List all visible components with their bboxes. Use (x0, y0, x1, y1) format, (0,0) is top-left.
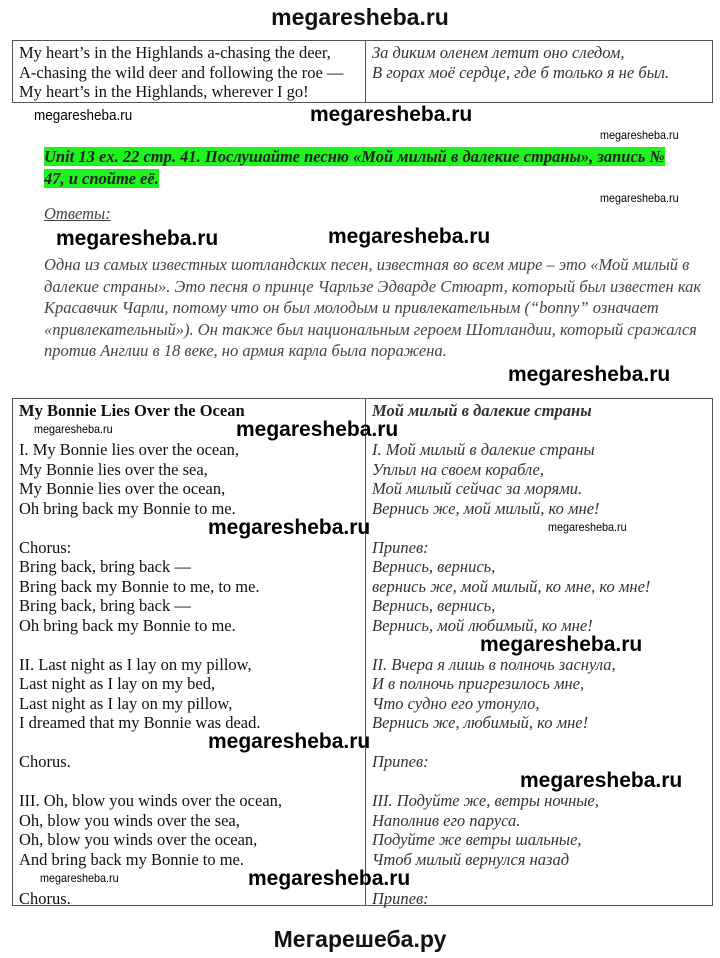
song-line: Last night as I lay on my bed, (19, 674, 216, 693)
song-line: Chorus. (19, 752, 71, 771)
poem-line: My heart’s in the Highlands, wherever I go! (19, 82, 309, 101)
task-text: Unit 13 ex. 22 стр. 41. Послушайте песню «Мой милый в далекие страны», запись № 47, и спойте её. (44, 147, 665, 188)
poem-line: В горах моё сердце, где б только я не был. (372, 62, 670, 82)
song-line: Наполнив его паруса. (372, 810, 521, 830)
poem-line: A-chasing the wild deer and following the roe — (19, 62, 344, 82)
song-title: My Bonnie Lies Over the Ocean (19, 401, 245, 420)
song-line: Chorus. (19, 888, 71, 908)
song-line: Chorus: (19, 537, 72, 557)
song-line: Last night as I lay on my pillow, (19, 693, 233, 713)
song-line: Вернись же, любимый, ко мне! (372, 713, 589, 732)
song-line: Припев: (372, 537, 429, 557)
watermark: megaresheba.ru (480, 633, 643, 656)
song-line: Oh, blow you winds over the ocean, (19, 830, 258, 849)
song-line: Oh bring back my Bonnie to me. (19, 498, 236, 518)
song-line: Припев: (372, 752, 429, 771)
song-line: Bring back, bring back — (19, 557, 191, 576)
song-title: Мой милый в далекие страны (372, 401, 592, 420)
song-line: Oh bring back my Bonnie to me. (19, 615, 236, 635)
watermark: megaresheba.ru (34, 107, 133, 124)
song-line (372, 869, 706, 889)
song-line: I. My Bonnie lies over the ocean, (19, 440, 239, 459)
watermark: megaresheba.ru (328, 225, 491, 248)
song-line: Bring back, bring back — (19, 596, 191, 615)
song-line (19, 772, 359, 792)
poem-table (12, 40, 713, 103)
song-line: II. Вчера я лишь в полночь заснула, (372, 654, 616, 674)
watermark: megaresheba.ru (248, 867, 411, 890)
watermark: megaresheba.ru (508, 363, 671, 386)
russian-column (366, 41, 712, 102)
poem-line: За диким оленем летит оно следом, (372, 43, 625, 62)
song-line: Вернись, мой любимый, ко мне! (372, 615, 593, 635)
song-line: And bring back my Bonnie to me. (19, 849, 245, 869)
song-line: Вернись же, мой милый, ко мне! (372, 498, 600, 518)
song-line: I dreamed that my Bonnie was dead. (19, 713, 261, 732)
song-line: Подуйте же ветры шальные, (372, 830, 582, 849)
watermark: megaresheba.ru (236, 418, 399, 441)
song-line: Что судно его утонуло, (372, 693, 540, 713)
watermark: megaresheba.ru (310, 103, 473, 126)
watermark: megaresheba.ru (600, 191, 679, 205)
song-line: My Bonnie lies over the ocean, (19, 479, 226, 498)
watermark: megaresheba.ru (548, 520, 627, 534)
watermark: megaresheba.ru (56, 227, 219, 250)
song-line: Чтоб милый вернулся назад (372, 849, 570, 869)
song-line: I. Мой милый в далекие страны (372, 440, 595, 459)
song-line: вернись же, мой милый, ко мне, ко мне! (372, 576, 651, 596)
song-line: Oh, blow you winds over the sea, (19, 810, 240, 830)
answers-label: Ответы: (44, 204, 111, 223)
watermark: megaresheba.ru (520, 769, 683, 792)
song-line: Вернись, вернись, (372, 596, 496, 615)
english-column (13, 399, 366, 908)
song-line (19, 635, 359, 655)
song-line: Припев: (372, 888, 429, 908)
song-line (372, 518, 706, 538)
watermark: megaresheba.ru (208, 516, 371, 539)
watermark: megaresheba.ru (208, 730, 371, 753)
song-line: Мой милый сейчас за морями. (372, 479, 583, 498)
song-line: II. Last night as I lay on my pillow, (19, 654, 252, 674)
song-line: III. Oh, blow you winds over the ocean, (19, 791, 283, 810)
song-line: Уплыл на своем корабле, (372, 459, 545, 479)
watermark: megaresheba.ru (600, 128, 679, 142)
song-line: Вернись, вернись, (372, 557, 496, 576)
english-column (13, 41, 366, 102)
site-footer: Мегарешеба.ру (273, 926, 447, 952)
song-line (372, 421, 706, 441)
watermark: megaresheba.ru (40, 871, 119, 885)
song-line: И в полночь пригрезилось мне, (372, 674, 585, 693)
song-line: Bring back my Bonnie to me, to me. (19, 576, 260, 596)
song-line (372, 733, 706, 753)
song-line: My Bonnie lies over the sea, (19, 459, 208, 479)
watermark: megaresheba.ru (34, 422, 113, 436)
song-line: III. Подуйте же, ветры ночные, (372, 791, 599, 810)
poem-line: My heart’s in the Highlands a-chasing the deer, (19, 43, 331, 62)
task-heading (44, 146, 684, 190)
answer-text: Одна из самых известных шотландских песен, известная во всем мире – это «Мой милый в далекие страны». Это песня о принце Чарльзе Эдварде Стюарт, который был известен как Красавчик Чарли, потому что он был молодым и привлекательным (“bonny” означает «привлекательный»). Он также был национальным героем Шотландии, который сражался против Англии в 18 веке, но армия карла была поражена. (44, 255, 702, 360)
site-title: megaresheba.ru (271, 4, 449, 30)
